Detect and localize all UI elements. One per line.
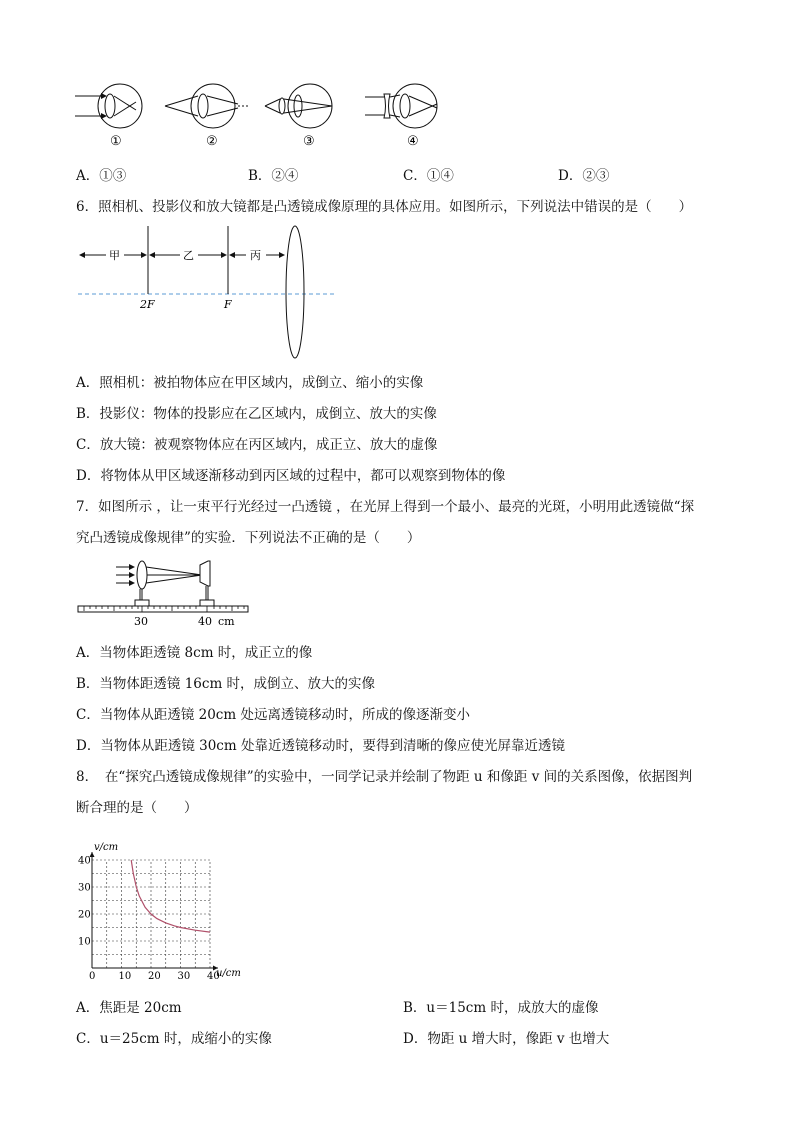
eye-label-1: ① bbox=[110, 134, 122, 149]
ruler-label-cm: cm bbox=[218, 615, 235, 628]
region-label-yi: 乙 bbox=[183, 249, 194, 262]
q8-option-a: A．焦距是 20cm bbox=[76, 1000, 182, 1016]
chart-ylabel: v/cm bbox=[94, 842, 119, 853]
q6-option-a: A．照相机：被拍物体应在甲区域内，成倒立、缩小的实像 bbox=[76, 375, 424, 391]
ruler-label-40: 40 bbox=[198, 615, 212, 628]
axis-label-f: F bbox=[224, 298, 232, 311]
q6-option-b: B．投影仪：物体的投影应在乙区域内，成倒立、放大的实像 bbox=[76, 406, 437, 422]
q7-stem-line2: 究凸透镜成像规律”的实验．下列说法不正确的是（ ） bbox=[76, 530, 421, 546]
y-tick-label: 10 bbox=[78, 936, 91, 948]
chart-axes bbox=[90, 852, 219, 971]
uv-graph bbox=[70, 834, 260, 984]
y-tick-label: 40 bbox=[78, 855, 91, 867]
x-tick-label: 30 bbox=[177, 971, 191, 982]
q7-option-c: C．当物体从距透镜 20cm 处远离透镜移动时，所成的像逐渐变小 bbox=[76, 707, 470, 723]
x-tick-label: 40 bbox=[207, 971, 220, 982]
region-label-jia: 甲 bbox=[109, 249, 120, 262]
q5-option-d: D．②③ bbox=[558, 168, 610, 184]
q8-option-c: C．u＝25cm 时，成缩小的实像 bbox=[76, 1031, 272, 1047]
eye-diagrams bbox=[70, 82, 450, 152]
chart-xlabel: u/cm bbox=[216, 968, 241, 979]
q6-stem: 6．照相机、投影仪和放大镜都是凸透镜成像原理的具体应用。如图所示，下列说法中错误的是（ ） bbox=[76, 199, 693, 215]
eye-diagram-4 bbox=[365, 84, 437, 128]
eye-diagram-1 bbox=[75, 84, 142, 128]
q8-stem-line2: 断合理的是（ ） bbox=[76, 800, 198, 816]
q8-option-d: D．物距 u 增大时，像距 v 也增大 bbox=[403, 1031, 610, 1047]
q6-option-c: C．放大镜：被观察物体应在丙区域内，成正立、放大的虚像 bbox=[76, 437, 438, 453]
lens-region-diagram bbox=[76, 222, 338, 362]
q5-option-b: B．②④ bbox=[248, 168, 299, 184]
q8-stem-line1: 8． 在“探究凸透镜成像规律”的实验中，一同学记录并绘制了物距 u 和像距 v 间的关系图像，依据图判 bbox=[76, 769, 693, 785]
q5-option-a: A．①③ bbox=[76, 168, 127, 184]
axis-label-2f: 2F bbox=[140, 298, 155, 311]
y-tick-label: 30 bbox=[78, 882, 91, 894]
eye-label-2: ② bbox=[206, 134, 218, 149]
q8-option-b: B．u＝15cm 时，成放大的虚像 bbox=[403, 1000, 599, 1016]
chart-ticks bbox=[78, 856, 220, 983]
q5-option-c: C．①④ bbox=[403, 168, 454, 184]
q7-option-b: B．当物体距透镜 16cm 时，成倒立、放大的实像 bbox=[76, 676, 376, 692]
chart-series-line bbox=[131, 860, 210, 932]
q7-option-d: D．当物体从距透镜 30cm 处靠近透镜移动时，要得到清晰的像应使光屏靠近透镜 bbox=[76, 738, 565, 754]
q6-option-d: D．将物体从甲区域逐渐移动到丙区域的过程中，都可以观察到物体的像 bbox=[76, 468, 506, 484]
region-label-bing: 丙 bbox=[250, 249, 261, 262]
eye-diagram-3 bbox=[265, 84, 332, 128]
eye-diagram-2 bbox=[165, 84, 248, 128]
q7-option-a: A．当物体距透镜 8cm 时，成正立的像 bbox=[76, 645, 313, 661]
ruler-label-30: 30 bbox=[134, 615, 148, 628]
eye-label-4: ④ bbox=[407, 134, 419, 149]
y-tick-label: 20 bbox=[78, 909, 91, 921]
x-tick-label: 20 bbox=[148, 971, 161, 982]
q7-stem-line1: 7．如图所示 ，让一束平行光经过一凸透镜 ，在光屏上得到一个最小、最亮的光斑，小明用此透镜做“探 bbox=[76, 499, 695, 515]
x-tick-label: 0 bbox=[89, 971, 96, 982]
optical-bench-diagram bbox=[76, 556, 252, 630]
eye-label-3: ③ bbox=[303, 134, 315, 149]
x-tick-label: 10 bbox=[118, 971, 132, 982]
